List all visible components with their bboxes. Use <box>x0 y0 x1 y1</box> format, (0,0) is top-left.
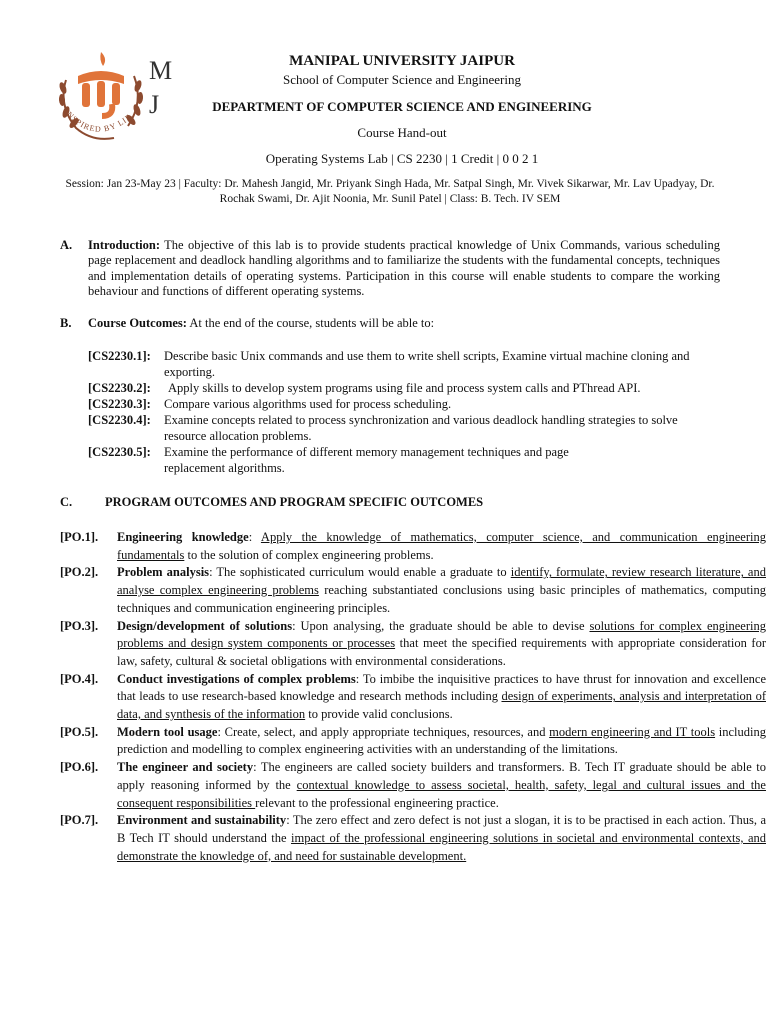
outcome-text: Apply skills to develop system programs using file and process system calls and PThread API. <box>168 381 641 395</box>
po-underlined-text: modern engineering and IT tools <box>549 724 716 739</box>
list-item <box>88 348 768 380</box>
section-a-text: The objective of this lab is to provide students practical knowledge of Unix Commands, various scheduling page replacement and deadlock handling algorithms and to familiarize the students with the fundamental concepts, techniques and implementation details of operating systems. Participation in this course will enable students to compare the working behaviour and functions of different operating systems. <box>88 238 721 299</box>
po-text: reaching substantiated conclusions using basic principles of mathematics, computing techniques and communication engineering principles. <box>117 583 766 615</box>
university-logo <box>54 50 173 150</box>
section-introduction <box>60 238 720 300</box>
department-name: DEPARTMENT OF COMPUTER SCIENCE AND ENGINEERING <box>212 99 592 114</box>
list-item <box>60 759 766 812</box>
university-emblem-icon <box>54 50 173 150</box>
po-code: [PO.7]. <box>60 813 99 828</box>
outcome-text: Examine concepts related to process synchronization and various deadlock handling strategies to solve resource allocation problems. <box>164 413 678 443</box>
list-item <box>88 396 768 412</box>
list-item <box>60 618 766 671</box>
list-item <box>60 812 766 865</box>
section-c-title: PROGRAM OUTCOMES AND PROGRAM SPECIFIC OUTCOMES <box>105 495 484 509</box>
course-line: Operating Systems Lab | CS 2230 | 1 Credit | 0 0 2 1 <box>265 151 539 166</box>
po-text: The zero effect and zero defect is not just a slogan, it is to be practised in each action. Thus, a B Tech IT should understand the <box>117 813 767 845</box>
outcome-text: Describe basic Unix commands and use them to write shell scripts, Examine virtual machine cloning and exporting. <box>164 349 690 379</box>
po-text: To imbibe the inquisitive practices to have thrust for innovation and excellence that leads to use research-based knowledge and research methods including <box>117 671 766 704</box>
university-name: MANIPAL UNIVERSITY JAIPUR <box>289 53 515 69</box>
po-separator: : <box>209 565 217 580</box>
outcome-text: Examine the performance of different memory management techniques and page replacement algorithms. <box>164 445 569 475</box>
po-text: including prediction and modelling to complex engineering activities with an understanding of the limitations. <box>117 724 766 757</box>
program-outcome-list <box>60 529 766 865</box>
outcome-code: [CS2230.2]: <box>88 381 151 395</box>
section-a-title: Introduction: <box>88 238 161 252</box>
section-a-label: A. <box>60 238 73 252</box>
outcome-text: Compare various algorithms used for process scheduling. <box>164 397 452 411</box>
outcome-code: [CS2230.3]: <box>88 397 151 411</box>
po-code: [PO.5]. <box>60 724 99 739</box>
po-title: Conduct investigations of complex problems <box>117 671 356 686</box>
section-course-outcomes <box>60 316 720 331</box>
po-separator: : <box>253 760 261 775</box>
po-title: Design/development of solutions <box>117 618 293 633</box>
outcome-code: [CS2230.5]: <box>88 445 151 459</box>
po-title: Problem analysis <box>117 565 210 580</box>
logo-side-letters: M J <box>149 56 173 119</box>
po-title: Modern tool usage <box>117 724 218 739</box>
document-header <box>160 52 644 167</box>
po-underlined-text: impact of the professional engineering solutions in societal and environmental contexts, and demonstrate the knowledge of, and need for sustainable development. <box>117 830 767 863</box>
po-code: [PO.4]. <box>60 671 99 686</box>
section-program-outcomes-heading <box>60 495 483 510</box>
po-separator: : <box>217 724 225 739</box>
po-code: [PO.6]. <box>60 760 99 775</box>
po-text: to the solution of complex engineering problems. <box>184 547 434 562</box>
po-text: The sophisticated curriculum would enable a graduate to <box>216 565 511 580</box>
outcome-code: [CS2230.1]: <box>88 349 151 363</box>
po-text: Create, select, and apply appropriate techniques, resources, and <box>224 724 550 739</box>
po-underlined-text: contextual knowledge to assess societal, health, safety, legal and cultural issues and the consequent responsibilities <box>117 777 766 810</box>
outcome-code: [CS2230.4]: <box>88 413 151 427</box>
po-code: [PO.3]. <box>60 618 99 633</box>
po-separator: : <box>248 530 261 544</box>
po-title: The engineer and society <box>117 760 254 775</box>
po-underlined-text: design of experiments, analysis and interpretation of data, and synthesis of the information <box>117 689 766 722</box>
po-code: [PO.2]. <box>60 565 99 580</box>
section-b-text: At the end of the course, students will be able to: <box>189 316 435 330</box>
po-underlined-text: solutions for complex engineering problems and design system components or processes <box>117 618 766 651</box>
po-text: relevant to the professional engineering practice. <box>255 795 499 810</box>
list-item <box>88 444 768 476</box>
po-separator: : <box>355 671 363 686</box>
po-text: that meet the specified requirements with appropriate consideration for law, safety, cultural & societal obligations with environmental considerations. <box>117 636 766 668</box>
po-text: The engineers are called society builders and transformers. B. Tech IT graduate should be able to apply reasoning informed by the <box>117 760 767 792</box>
course-outcome-list <box>88 348 768 476</box>
list-item <box>60 529 766 564</box>
handout-title: Course Hand-out <box>357 125 447 140</box>
po-text: Upon analysing, the graduate should be able to devise <box>300 618 590 633</box>
po-underlined-text: identify, formulate, review research literature, and analyse complex engineering problems <box>117 565 766 598</box>
po-separator: : <box>292 618 301 633</box>
po-text: to provide valid conclusions. <box>305 707 453 722</box>
po-title: Environment and sustainability <box>117 813 287 828</box>
list-item <box>88 380 768 396</box>
po-separator: : <box>286 813 293 828</box>
list-item <box>60 671 766 724</box>
po-underlined-text: Apply the knowledge of mathematics, computer science, and communication engineering fundamentals <box>117 530 766 562</box>
list-item <box>60 724 766 759</box>
section-b-title: Course Outcomes: <box>88 316 187 330</box>
logo-motto: INSPIRED BY LIF <box>62 107 134 134</box>
school-name: School of Computer Science and Engineering <box>283 72 521 87</box>
po-title: Engineering knowledge <box>117 530 249 544</box>
po-code: [PO.1]. <box>60 530 99 544</box>
list-item <box>88 412 768 444</box>
session-line: Session: Jan 23-May 23 | Faculty: Dr. Mahesh Jangid, Mr. Priyank Singh Hada, Mr. Satpal Singh, Mr. Vivek Sikarwar, Mr. Lav Upadyay, Dr. Rochak Swami, Dr. Ajit Noonia, Mr. Sunil Patel | Class: B. Tech. IV SEM <box>65 178 715 205</box>
section-c-label: C. <box>60 495 73 509</box>
list-item <box>60 564 766 617</box>
section-b-label: B. <box>60 316 72 330</box>
